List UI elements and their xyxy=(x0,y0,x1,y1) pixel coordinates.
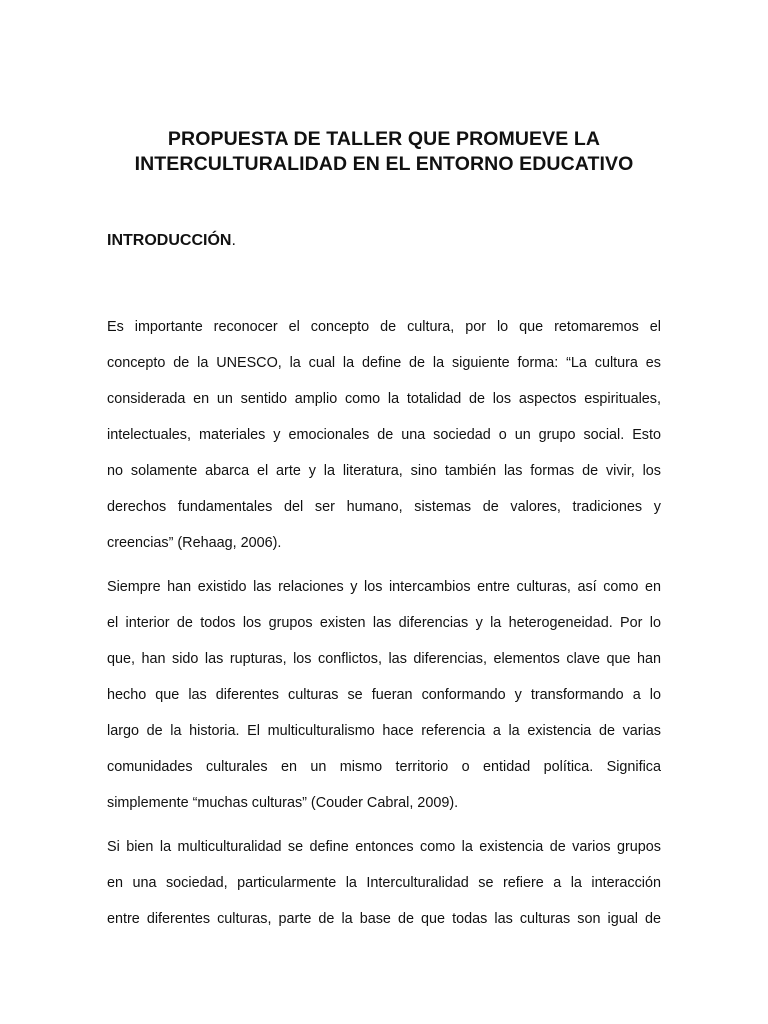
document-title xyxy=(80,127,688,177)
paragraph-line: hecho que las diferentes culturas se fueran conformando y transformando a lo xyxy=(107,687,661,703)
paragraph-1 xyxy=(107,317,661,569)
paragraph-line: concepto de la UNESCO, la cual la define de la siguiente forma: “La cultura es xyxy=(107,355,661,371)
section-heading-text: INTRODUCCIÓN xyxy=(107,232,232,249)
paragraph-line: intelectuales, materiales y emocionales de una sociedad o un grupo social. Esto xyxy=(107,427,661,443)
paragraph-line: simplemente “muchas culturas” (Couder Cabral, 2009). xyxy=(107,795,459,811)
paragraph-line: Si bien la multiculturalidad se define entonces como la existencia de varios grupos xyxy=(107,839,661,855)
document-title-line-2: INTERCULTURALIDAD EN EL ENTORNO EDUCATIVO xyxy=(134,153,634,175)
paragraph-line: Siempre han existido las relaciones y los intercambios entre culturas, así como en xyxy=(107,579,661,595)
paragraph-line: no solamente abarca el arte y la literatura, sino también las formas de vivir, los xyxy=(107,463,661,479)
paragraph-2 xyxy=(107,577,661,829)
paragraph-line: en una sociedad, particularmente la Interculturalidad se refiere a la interacción xyxy=(107,875,661,891)
paragraph-line: que, han sido las rupturas, los conflictos, las diferencias, elementos clave que han xyxy=(107,651,661,667)
paragraph-line: comunidades culturales en un mismo territorio o entidad política. Significa xyxy=(107,759,661,775)
paragraph-line: entre diferentes culturas, parte de la base de que todas las culturas son igual de xyxy=(107,911,661,927)
paragraph-3 xyxy=(107,837,661,945)
paragraph-line: el interior de todos los grupos existen las diferencias y la heterogeneidad. Por lo xyxy=(107,615,661,631)
paragraph-line: creencias” (Rehaag, 2006). xyxy=(107,535,282,551)
paragraph-line: largo de la historia. El multiculturalismo hace referencia a la existencia de varias xyxy=(107,723,661,739)
paragraph-line: derechos fundamentales del ser humano, sistemas de valores, tradiciones y xyxy=(107,499,661,515)
paragraph-line: Es importante reconocer el concepto de cultura, por lo que retomaremos el xyxy=(107,319,661,335)
section-heading xyxy=(107,231,236,251)
document-title-line-1: PROPUESTA DE TALLER QUE PROMUEVE LA xyxy=(167,128,601,150)
paragraph-line: considerada en un sentido amplio como la totalidad de los aspectos espirituales, xyxy=(107,391,661,407)
section-heading-punct: . xyxy=(231,232,236,249)
